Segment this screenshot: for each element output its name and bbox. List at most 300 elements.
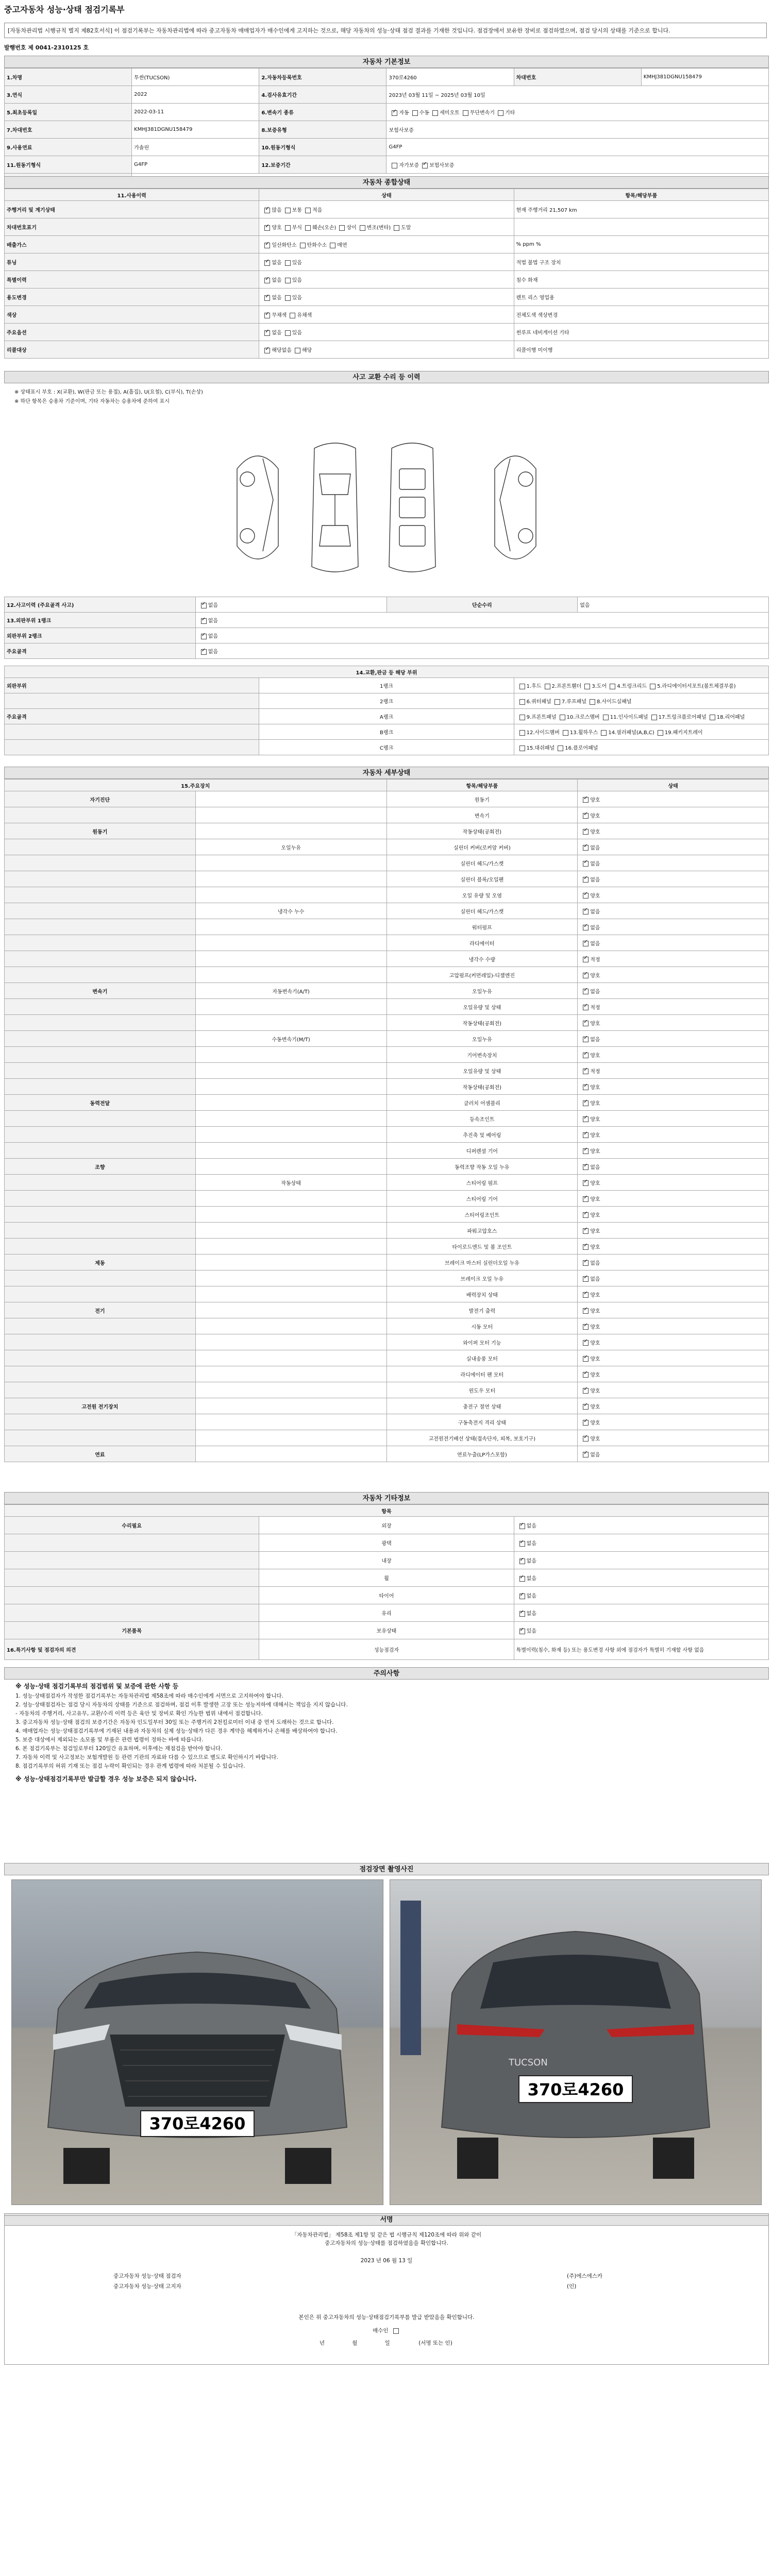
checkbox[interactable] xyxy=(583,1388,589,1394)
checkbox[interactable] xyxy=(583,1292,589,1298)
basic-value: 2022 xyxy=(132,86,259,104)
detail-subgroup xyxy=(195,1255,386,1270)
detail-state xyxy=(578,807,769,823)
other-row xyxy=(5,1534,769,1552)
car-front-illustration xyxy=(12,1880,383,2205)
other-state-label: 있음 xyxy=(526,1629,536,1634)
checkbox[interactable] xyxy=(305,208,311,213)
caution-notes xyxy=(15,1683,758,1785)
checkbox[interactable] xyxy=(339,225,345,231)
checkbox[interactable] xyxy=(583,1244,589,1250)
checkbox[interactable] xyxy=(583,1132,589,1138)
checkbox[interactable] xyxy=(583,1196,589,1202)
detail-state xyxy=(578,1127,769,1143)
checkbox[interactable] xyxy=(583,1420,589,1426)
damage-value-label: 없음 xyxy=(208,634,219,639)
basic-label: 7.차대번호 xyxy=(5,121,132,139)
detail-row xyxy=(5,1175,769,1191)
detail-state-label: 양호 xyxy=(590,797,600,803)
detail-item: 윈도우 모터 xyxy=(386,1382,578,1398)
checkbox[interactable] xyxy=(554,699,560,705)
checkbox[interactable] xyxy=(583,845,589,851)
overall-header-cell: 항목/해당부품 xyxy=(514,189,768,201)
caution-line: 3. 중고자동차 성능·상태 점검의 보증기간은 자동차 인도일부터 30일 또는 주행거리 2천킬로미터 이내 중 먼저 도래하는 것으로 합니다. xyxy=(15,1719,334,1725)
overall-label: 차대번호표기 xyxy=(5,218,259,236)
detail-header-cell: 항목/해당부품 xyxy=(386,779,578,791)
checkbox-label: 훼손(오손) xyxy=(312,225,337,231)
detail-item: 브레이크 마스터 실린더오일 누유 xyxy=(386,1255,578,1270)
checkbox[interactable] xyxy=(583,1164,589,1170)
detail-group xyxy=(5,839,196,855)
checkbox[interactable] xyxy=(583,1452,589,1458)
overall-row xyxy=(5,271,769,289)
checkbox[interactable] xyxy=(583,1404,589,1410)
checkbox[interactable] xyxy=(583,909,589,914)
caution-line: 5. 보증 대상에서 제외되는 소모품 및 부품은 관련 법령이 정하는 바에 따릅니다. xyxy=(15,1737,204,1743)
overall-options xyxy=(259,218,514,236)
checkbox[interactable] xyxy=(463,110,468,116)
detail-state xyxy=(578,935,769,951)
checkbox[interactable] xyxy=(264,260,270,266)
detail-state-label: 적정 xyxy=(590,957,600,963)
other-row xyxy=(5,1517,769,1534)
checkbox[interactable] xyxy=(285,330,291,336)
detail-state-label: 양호 xyxy=(590,1340,600,1346)
checkbox-label: 9.프론트패널 xyxy=(526,715,557,720)
detail-state xyxy=(578,1366,769,1382)
detail-state-label: 양호 xyxy=(590,1324,600,1330)
overall-options xyxy=(259,289,514,306)
basic-row xyxy=(5,139,769,156)
detail-subgroup xyxy=(195,1079,386,1095)
detail-row xyxy=(5,1255,769,1270)
checkbox[interactable] xyxy=(558,745,563,751)
section-photos-title: 점검장면 촬영사진 xyxy=(4,1863,769,1875)
checkbox[interactable] xyxy=(583,893,589,899)
checkbox[interactable] xyxy=(519,699,525,705)
basic-row xyxy=(5,156,769,174)
checkbox[interactable] xyxy=(583,797,589,803)
checkbox-label: 4.트렁크리드 xyxy=(617,684,647,689)
basic-label: 8.보증유형 xyxy=(259,121,386,139)
detail-state-label: 양호 xyxy=(590,1180,600,1187)
damage-row xyxy=(5,628,769,643)
opinion-note: 특별이력(침수, 화재 등) 또는 용도변경 사항 외에 점검자가 특별히 기재할 사항 없음 xyxy=(514,1639,768,1660)
checkbox[interactable] xyxy=(583,1372,589,1378)
checkbox-label: 탄화수소 xyxy=(307,243,327,248)
section-detail-title: 자동차 세부상태 xyxy=(4,767,769,779)
detail-group: 변속기 xyxy=(5,983,196,999)
parts-group: 외판부위 xyxy=(5,678,259,693)
detail-state xyxy=(578,1175,769,1191)
detail-state xyxy=(578,999,769,1015)
checkbox[interactable] xyxy=(285,278,291,283)
checkbox[interactable] xyxy=(285,260,291,266)
detail-item: 작동상태(공회전) xyxy=(386,1015,578,1031)
detail-item: 실린더 블록/오일팬 xyxy=(386,871,578,887)
detail-item: 오일유량 및 상태 xyxy=(386,999,578,1015)
checkbox-label: 많음 xyxy=(272,208,282,213)
checkbox[interactable] xyxy=(583,941,589,946)
checkbox[interactable] xyxy=(519,1541,525,1547)
detail-item: 고전원전기배선 상태(접속단자, 피복, 보호기구) xyxy=(386,1430,578,1446)
checkbox[interactable] xyxy=(264,208,270,213)
basic-label: 3.연식 xyxy=(5,86,132,104)
checkbox[interactable] xyxy=(583,1005,589,1010)
detail-state-label: 적정 xyxy=(590,1069,600,1075)
detail-group xyxy=(5,951,196,967)
detail-group xyxy=(5,1175,196,1191)
checkbox[interactable] xyxy=(285,295,291,301)
checkbox[interactable] xyxy=(583,1037,589,1042)
basic-value: KMHJ381DGNU158479 xyxy=(132,121,259,139)
checkbox[interactable] xyxy=(201,649,207,655)
checkbox[interactable] xyxy=(583,1276,589,1282)
detail-item: 작동상태(공회전) xyxy=(386,1079,578,1095)
checkbox[interactable] xyxy=(583,813,589,819)
checkbox[interactable] xyxy=(519,745,525,751)
overall-header-cell: 상태 xyxy=(259,189,514,201)
detail-group xyxy=(5,1079,196,1095)
detail-state xyxy=(578,791,769,807)
buyer-sign-label: (서명 또는 인) xyxy=(418,2340,452,2346)
caution-line: 1. 성능·상태점검자가 작성한 점검기록부는 자동차관리법 제58조에 따라 매수인에게 서면으로 고지하여야 합니다. xyxy=(15,1693,283,1699)
detail-row xyxy=(5,1334,769,1350)
checkbox[interactable] xyxy=(264,348,270,353)
overall-label: 주행거리 및 계기상태 xyxy=(5,201,259,218)
overall-note: 썬루프 네비게이션 기타 xyxy=(514,324,768,341)
detail-item: 스티어링 펌프 xyxy=(386,1175,578,1191)
detail-item: 클러치 어셈블리 xyxy=(386,1095,578,1111)
detail-state xyxy=(578,1270,769,1286)
detail-state xyxy=(578,1031,769,1047)
checkbox[interactable] xyxy=(519,1594,525,1599)
checkbox-label: 17.트렁크플로어패널 xyxy=(658,715,707,720)
other-state-label: 없음 xyxy=(526,1558,536,1564)
overall-row xyxy=(5,201,769,218)
parts-rank: 2랭크 xyxy=(259,693,514,709)
checkbox-label: 있음 xyxy=(292,295,302,301)
detail-group xyxy=(5,903,196,919)
basic-label: 12.보증기간 xyxy=(259,156,386,174)
detail-subgroup xyxy=(195,1414,386,1430)
overall-label: 색상 xyxy=(5,306,259,324)
checkbox[interactable] xyxy=(360,225,365,231)
other-row xyxy=(5,1587,769,1604)
checkbox-label: 8.사이드실패널 xyxy=(597,699,632,705)
checkbox-label: 없음 xyxy=(272,295,282,301)
checkbox[interactable] xyxy=(651,715,657,720)
detail-group: 조향 xyxy=(5,1159,196,1175)
overall-label: 배출가스 xyxy=(5,236,259,253)
checkbox-label: 상이 xyxy=(346,225,357,231)
detail-group xyxy=(5,1318,196,1334)
detail-state xyxy=(578,1159,769,1175)
checkbox[interactable] xyxy=(584,684,590,689)
checkbox[interactable] xyxy=(583,1356,589,1362)
checkbox[interactable] xyxy=(603,715,609,720)
detail-state-label: 없음 xyxy=(590,925,600,931)
notifier-value: (인) xyxy=(567,2283,577,2290)
detail-subgroup xyxy=(195,1159,386,1175)
caution-line: 6. 본 점검기록부는 점검일로부터 120일간 유효하며, 이후에는 재점검을 받아야 합니다. xyxy=(15,1745,223,1752)
checkbox[interactable] xyxy=(583,877,589,883)
detail-row xyxy=(5,1302,769,1318)
checkbox[interactable] xyxy=(583,1436,589,1442)
checkbox[interactable] xyxy=(519,1611,525,1617)
basic-row xyxy=(5,69,769,86)
damage-row xyxy=(5,643,769,659)
detail-group xyxy=(5,1350,196,1366)
caution-line: 4. 매매업자는 성능·상태점검기록부에 기재된 내용과 자동차의 실제 성능·상태가 다른 경우 계약을 해제하거나 손해를 배상하여야 합니다. xyxy=(15,1728,338,1734)
checkbox[interactable] xyxy=(264,313,270,318)
caution-line: 8. 점검기록부의 허위 기재 또는 점검 누락이 확인되는 경우 관계 법령에 따라 처분될 수 있습니다. xyxy=(15,1763,245,1769)
detail-state-label: 없음 xyxy=(590,1260,600,1266)
detail-subgroup: 작동상태 xyxy=(195,1175,386,1191)
detail-item: 추진축 및 베어링 xyxy=(386,1127,578,1143)
checkbox[interactable] xyxy=(650,684,656,689)
detail-row xyxy=(5,983,769,999)
detail-subgroup xyxy=(195,1286,386,1302)
checkbox[interactable] xyxy=(422,163,428,168)
detail-group xyxy=(5,1223,196,1239)
checkbox-label: 있음 xyxy=(292,330,302,336)
checkbox[interactable] xyxy=(583,1069,589,1074)
overall-note: 현재 주행거리 21,507 km xyxy=(514,201,768,218)
damage-label: 13.외판부위 1랭크 xyxy=(5,613,196,628)
detail-state xyxy=(578,1318,769,1334)
basic-value: G4FP xyxy=(132,156,259,174)
checkbox[interactable] xyxy=(560,715,565,720)
checkbox[interactable] xyxy=(285,208,291,213)
checkbox[interactable] xyxy=(519,1558,525,1564)
checkbox-label: 기타 xyxy=(505,110,515,116)
basic-value xyxy=(386,104,769,121)
detail-group xyxy=(5,1127,196,1143)
detail-state-label: 없음 xyxy=(590,1276,600,1282)
checkbox[interactable] xyxy=(583,1021,589,1026)
detail-group xyxy=(5,1015,196,1031)
detail-subgroup xyxy=(195,1350,386,1366)
caution-line: 7. 자동차 이력 및 사고정보는 보험개발원 등 관련 기관의 자료와 다를 수 있으므로 별도로 확인하시기 바랍니다. xyxy=(15,1754,278,1760)
rear-badge-text: TUCSON xyxy=(509,2057,548,2068)
checkbox[interactable] xyxy=(583,1116,589,1122)
detail-item: 실린더 커버(로커암 커버) xyxy=(386,839,578,855)
detail-state xyxy=(578,887,769,903)
checkbox[interactable] xyxy=(583,1228,589,1234)
detail-group xyxy=(5,1239,196,1255)
detail-state xyxy=(578,1430,769,1446)
detail-row xyxy=(5,1430,769,1446)
overall-label: 특별이력 xyxy=(5,271,259,289)
detail-state xyxy=(578,1015,769,1031)
checkbox[interactable] xyxy=(519,730,525,736)
basic-label: 10.원동기형식 xyxy=(259,139,386,156)
checkbox[interactable] xyxy=(392,163,397,168)
checkbox[interactable] xyxy=(295,348,300,353)
detail-item: 작동상태(공회전) xyxy=(386,823,578,839)
checkbox[interactable] xyxy=(392,110,397,116)
detail-row xyxy=(5,1095,769,1111)
checkbox[interactable] xyxy=(300,243,306,248)
checkbox[interactable] xyxy=(305,225,311,231)
checkbox[interactable] xyxy=(264,243,270,248)
detail-row xyxy=(5,1031,769,1047)
checkbox[interactable] xyxy=(590,699,595,705)
detail-subgroup xyxy=(195,1270,386,1286)
basic-value: 가솔린 xyxy=(132,139,259,156)
checkbox[interactable] xyxy=(264,330,270,336)
basic-label: 9.사용연료 xyxy=(5,139,132,156)
detail-subgroup xyxy=(195,1143,386,1159)
checkbox[interactable] xyxy=(583,1053,589,1058)
detail-item: 와이퍼 모터 기능 xyxy=(386,1334,578,1350)
checkbox[interactable] xyxy=(583,1308,589,1314)
parts-items xyxy=(514,709,768,724)
checkbox[interactable] xyxy=(583,1212,589,1218)
caution-line: 2. 성능·상태점검자는 점검 당시 자동차의 상태를 기준으로 점검하며, 점검 이후 발생한 고장 또는 성능저하에 대해서는 책임을 지지 않습니다. xyxy=(15,1702,348,1708)
buyer-year: 년 xyxy=(319,2340,325,2346)
detail-item: 고압펌프(커먼레일)-디젤엔진 xyxy=(386,967,578,983)
damage-label: 12.사고이력 (주요골격 사고) xyxy=(5,597,196,613)
checkbox[interactable] xyxy=(498,110,503,116)
detail-state xyxy=(578,919,769,935)
damage-label-2: 단순수리 xyxy=(386,597,578,613)
detail-state xyxy=(578,1047,769,1063)
checkbox[interactable] xyxy=(583,1340,589,1346)
checkbox-label: 보통 xyxy=(292,208,302,213)
checkbox[interactable] xyxy=(264,278,270,283)
detail-row xyxy=(5,1382,769,1398)
detail-state-label: 양호 xyxy=(590,1420,600,1426)
detail-subgroup xyxy=(195,1430,386,1446)
detail-state-label: 양호 xyxy=(590,1196,600,1202)
basic-value: G4FP xyxy=(386,139,769,156)
checkbox[interactable] xyxy=(545,684,550,689)
detail-row xyxy=(5,1286,769,1302)
cert-number: 발행번호 제 0041-2310125 호 xyxy=(4,44,89,51)
checkbox[interactable] xyxy=(583,957,589,962)
parts-header xyxy=(5,666,769,678)
checkbox[interactable] xyxy=(519,1576,525,1582)
checkbox[interactable] xyxy=(519,1523,525,1529)
detail-row xyxy=(5,1207,769,1223)
checkbox[interactable] xyxy=(583,989,589,994)
checkbox[interactable] xyxy=(610,684,615,689)
detail-group xyxy=(5,1207,196,1223)
checkbox[interactable] xyxy=(583,861,589,867)
checkbox[interactable] xyxy=(519,715,525,720)
parts-items xyxy=(514,724,768,740)
photo-front xyxy=(11,1879,383,2205)
checkbox[interactable] xyxy=(583,1180,589,1186)
detail-row xyxy=(5,1127,769,1143)
detail-item: 라디에이터 팬 모터 xyxy=(386,1366,578,1382)
basic-value: 2022-03-11 xyxy=(132,104,259,121)
basic-label: 6.변속기 종류 xyxy=(259,104,386,121)
detail-item: 실내송풍 모터 xyxy=(386,1350,578,1366)
checkbox-label: 세미오토 xyxy=(440,110,460,116)
detail-item: 오일유량 및 상태 xyxy=(386,1063,578,1079)
checkbox[interactable] xyxy=(264,295,270,301)
detail-item: 파워고압호스 xyxy=(386,1223,578,1239)
detail-subgroup xyxy=(195,935,386,951)
checkbox-label: 보험사보증 xyxy=(429,163,455,168)
checkbox[interactable] xyxy=(710,715,715,720)
checkbox-label: 2.프론트휀더 xyxy=(551,684,582,689)
detail-row xyxy=(5,823,769,839)
overall-options xyxy=(259,253,514,271)
checkbox[interactable] xyxy=(290,313,295,318)
checkbox[interactable] xyxy=(412,110,418,116)
parts-group xyxy=(5,724,259,740)
overall-label: 튜닝 xyxy=(5,253,259,271)
other-header-cell: 항목 xyxy=(5,1505,769,1517)
basic-value: 보험사보증 xyxy=(386,121,769,139)
detail-row xyxy=(5,1159,769,1175)
detail-item: 충전구 절연 상태 xyxy=(386,1398,578,1414)
detail-state xyxy=(578,1414,769,1430)
checkbox[interactable] xyxy=(583,1260,589,1266)
checkbox[interactable] xyxy=(563,730,568,736)
basic-label: 11.원동기형식 xyxy=(5,156,132,174)
other-group xyxy=(5,1604,259,1622)
overall-row xyxy=(5,306,769,324)
detail-row xyxy=(5,1015,769,1031)
checkbox[interactable] xyxy=(583,1100,589,1106)
checkbox[interactable] xyxy=(519,684,525,689)
checkbox[interactable] xyxy=(658,730,663,736)
checkbox[interactable] xyxy=(519,1629,525,1634)
checkbox[interactable] xyxy=(583,829,589,835)
checkbox-label: 무단변속기 xyxy=(469,110,495,116)
checkbox[interactable] xyxy=(201,618,207,624)
other-item: 외장 xyxy=(259,1517,514,1534)
checkbox[interactable] xyxy=(583,973,589,978)
checkbox[interactable] xyxy=(583,1084,589,1090)
checkbox[interactable] xyxy=(601,730,607,736)
checkbox[interactable] xyxy=(330,243,335,248)
detail-group: 원동기 xyxy=(5,823,196,839)
overall-options xyxy=(259,306,514,324)
other-group xyxy=(5,1569,259,1587)
detail-state-label: 양호 xyxy=(590,1084,600,1091)
basic-value: 투싼(TUCSON) xyxy=(132,69,259,86)
parts-group xyxy=(5,693,259,709)
checkbox[interactable] xyxy=(583,1148,589,1154)
detail-state-label: 없음 xyxy=(590,861,600,867)
detail-item: 등속조인트 xyxy=(386,1111,578,1127)
car-rear-illustration xyxy=(390,1880,761,2205)
detail-group xyxy=(5,1111,196,1127)
checkbox[interactable] xyxy=(583,925,589,930)
overall-options xyxy=(259,236,514,253)
checkbox[interactable] xyxy=(394,225,399,231)
checkbox[interactable] xyxy=(583,1324,589,1330)
checkbox[interactable] xyxy=(285,225,291,231)
detail-group xyxy=(5,1031,196,1047)
other-item: 광택 xyxy=(259,1534,514,1552)
detail-subgroup xyxy=(195,951,386,967)
checkbox-label: 1.후드 xyxy=(526,684,542,689)
damage-row xyxy=(5,613,769,628)
checkbox[interactable] xyxy=(432,110,438,116)
checkbox[interactable] xyxy=(201,603,207,608)
detail-row xyxy=(5,839,769,855)
other-state-label: 없음 xyxy=(526,1541,536,1547)
checkbox[interactable] xyxy=(201,634,207,639)
checkbox[interactable] xyxy=(264,225,270,231)
